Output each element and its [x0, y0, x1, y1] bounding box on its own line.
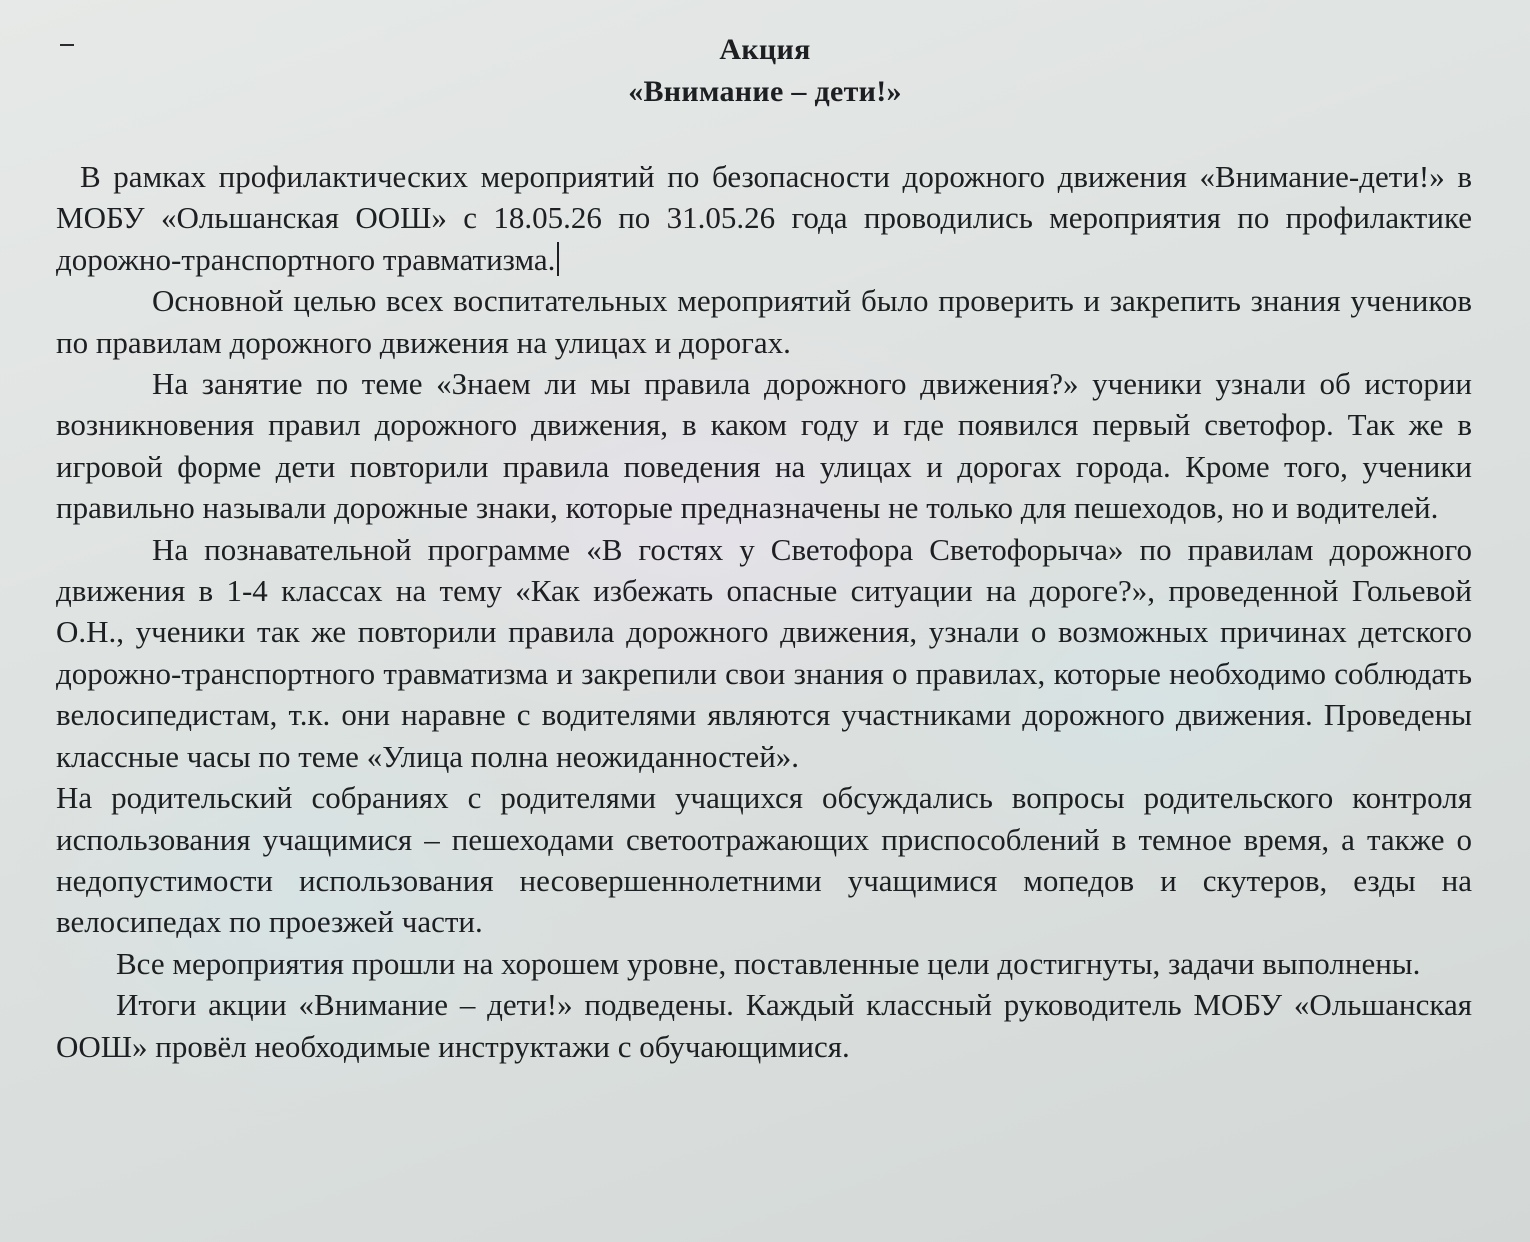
text-cursor	[557, 242, 559, 276]
paragraph-intro	[56, 156, 1472, 280]
document-title: Акция	[719, 33, 811, 66]
document-body	[56, 156, 1472, 1067]
paragraph-summary: Итоги акции «Внимание – дети!» подведены. Каждый классный руководитель МОБУ «Ольшанская ООШ» провёл необходимые инструктажи с обучающимися.	[56, 987, 1472, 1064]
paragraph-lesson: На занятие по теме «Знаем ли мы правила дорожного движения?» ученики узнали об истории возникновения правил дорожного движения, в каком году и где появился первый светофор. Так же в игровой форме дети повторили правила поведения на улицах и дорогах города. Кроме того, ученики правильно называли дорожные знаки, которые предназначены не только для пешеходов, но и водителей.	[56, 366, 1472, 526]
paragraph-intro-text: В рамках профилактических мероприятий по безопасности дорожного движения «Внимание-дети!» в МОБУ «Ольшанская ООШ» с 18.05.26 по 31.05.26 года проводились мероприятия по профилактике дорожно-транспортного травматизма.	[56, 159, 1472, 277]
paragraph-goal: Основной целью всех воспитательных мероприятий было проверить и закрепить знания учеников по правилам дорожного движения на улицах и дорогах.	[56, 283, 1472, 360]
paragraph-results: Все мероприятия прошли на хорошем уровне, поставленные цели достигнуты, задачи выполнены.	[116, 945, 1421, 981]
document-subtitle: «Внимание – дети!»	[628, 75, 902, 108]
paragraph-program: На познавательной программе «В гостях у Светофора Светофорыча» по правилам дорожного движения в 1-4 классах на тему «Как избежать опасные ситуации на дороге?», проведенной Гольевой О.Н., ученики так же повторили правила дорожного движения, узнали о возможных причинах детского дорожно-транспортного травматизма и закрепили свои знания о правилах, которые необходимо соблюдать велосипедистам, т.к. они наравне с водителями являются участниками дорожного движения. Проведены классные часы по теме «Улица полна неожиданностей».	[56, 531, 1472, 774]
paragraph-parents: На родительский собраниях с родителями учащихся обсуждались вопросы родительского контроля использования учащимися – пешеходами светоотражающих приспособлений в темное время, а также о недопустимости использования несовершеннолетними учащимися мопедов и скутеров, езды на велосипедах по проезжей части.	[56, 780, 1472, 940]
